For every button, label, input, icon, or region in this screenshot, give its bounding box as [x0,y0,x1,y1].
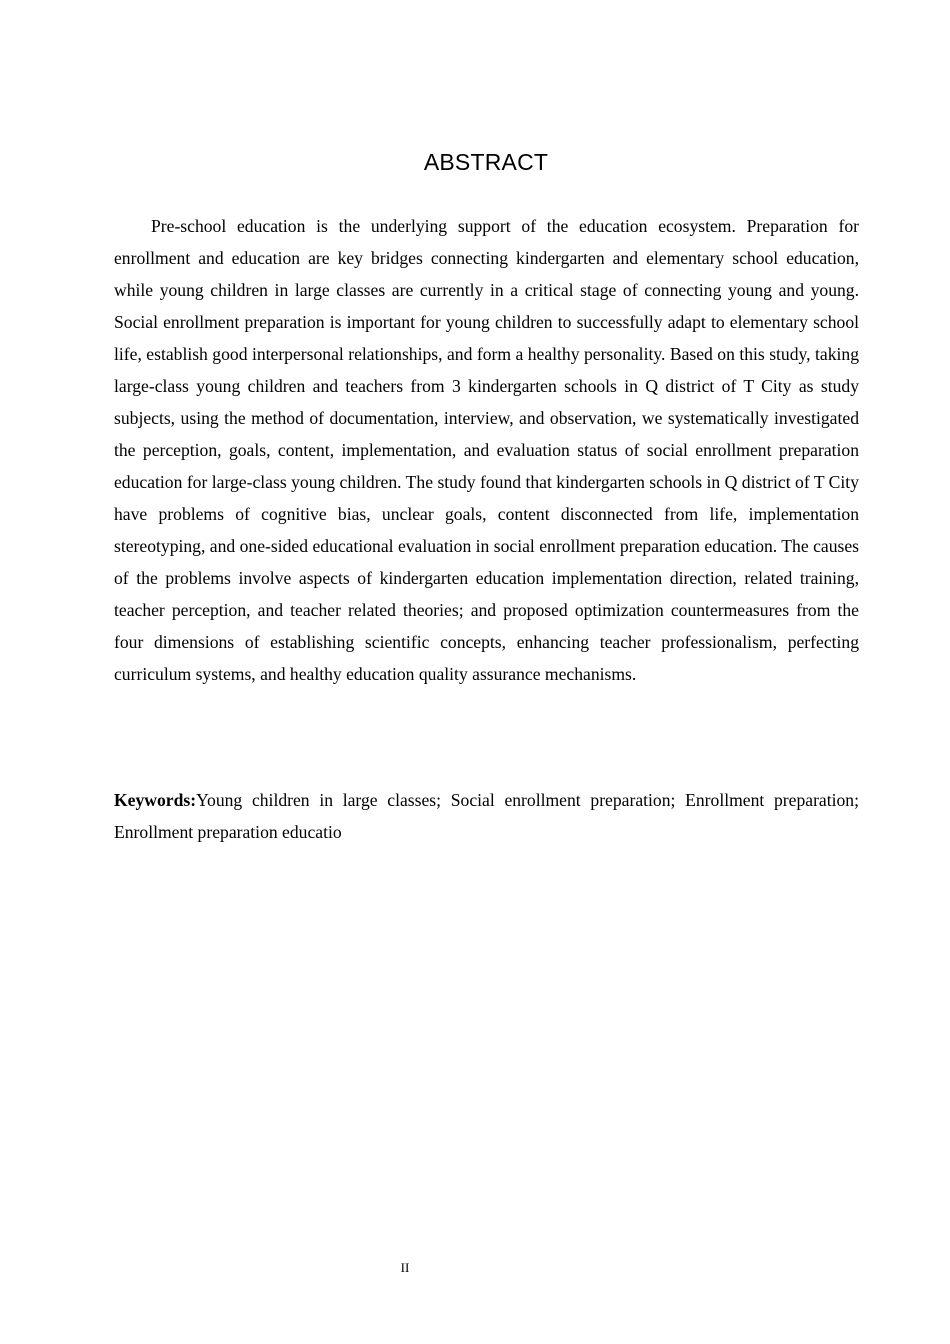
keywords-paragraph [114,784,859,848]
page-number: II [400,1260,410,1275]
keywords-text: Young children in large classes; Social enrollment preparation; Enrollment preparation; Enrollment preparation educatio [114,790,859,842]
abstract-title: ABSTRACT [423,149,549,175]
abstract-paragraph: Pre-school education is the underlying support of the education ecosystem. Preparation for enrollment and education are key bridges connecting kindergarten and elementary school education, while young children in large classes are currently in a critical stage of connecting young and young. Social enrollment preparation is important for young children to successfully adapt to elementary school life, establish good interpersonal relationships, and form a healthy personality. Based on this study, taking large-class young children and teachers from 3 kindergarten schools in Q district of T City as study subjects, using the method of documentation, interview, and observation, we systematically investigated the perception, goals, content, implementation, and evaluation status of social enrollment preparation education for large-class young children. The study found that kindergarten schools in Q district of T City have problems of cognitive bias, unclear goals, content disconnected from life, implementation stereotyping, and one-sided educational evaluation in social enrollment preparation education. The causes of the problems involve aspects of kindergarten education implementation direction, related training, teacher perception, and teacher related theories; and proposed optimization countermeasures from the four dimensions of establishing scientific concepts, enhancing teacher professionalism, perfecting curriculum systems, and healthy education quality assurance mechanisms. [114,216,859,684]
keywords-label: Keywords: [114,790,197,810]
